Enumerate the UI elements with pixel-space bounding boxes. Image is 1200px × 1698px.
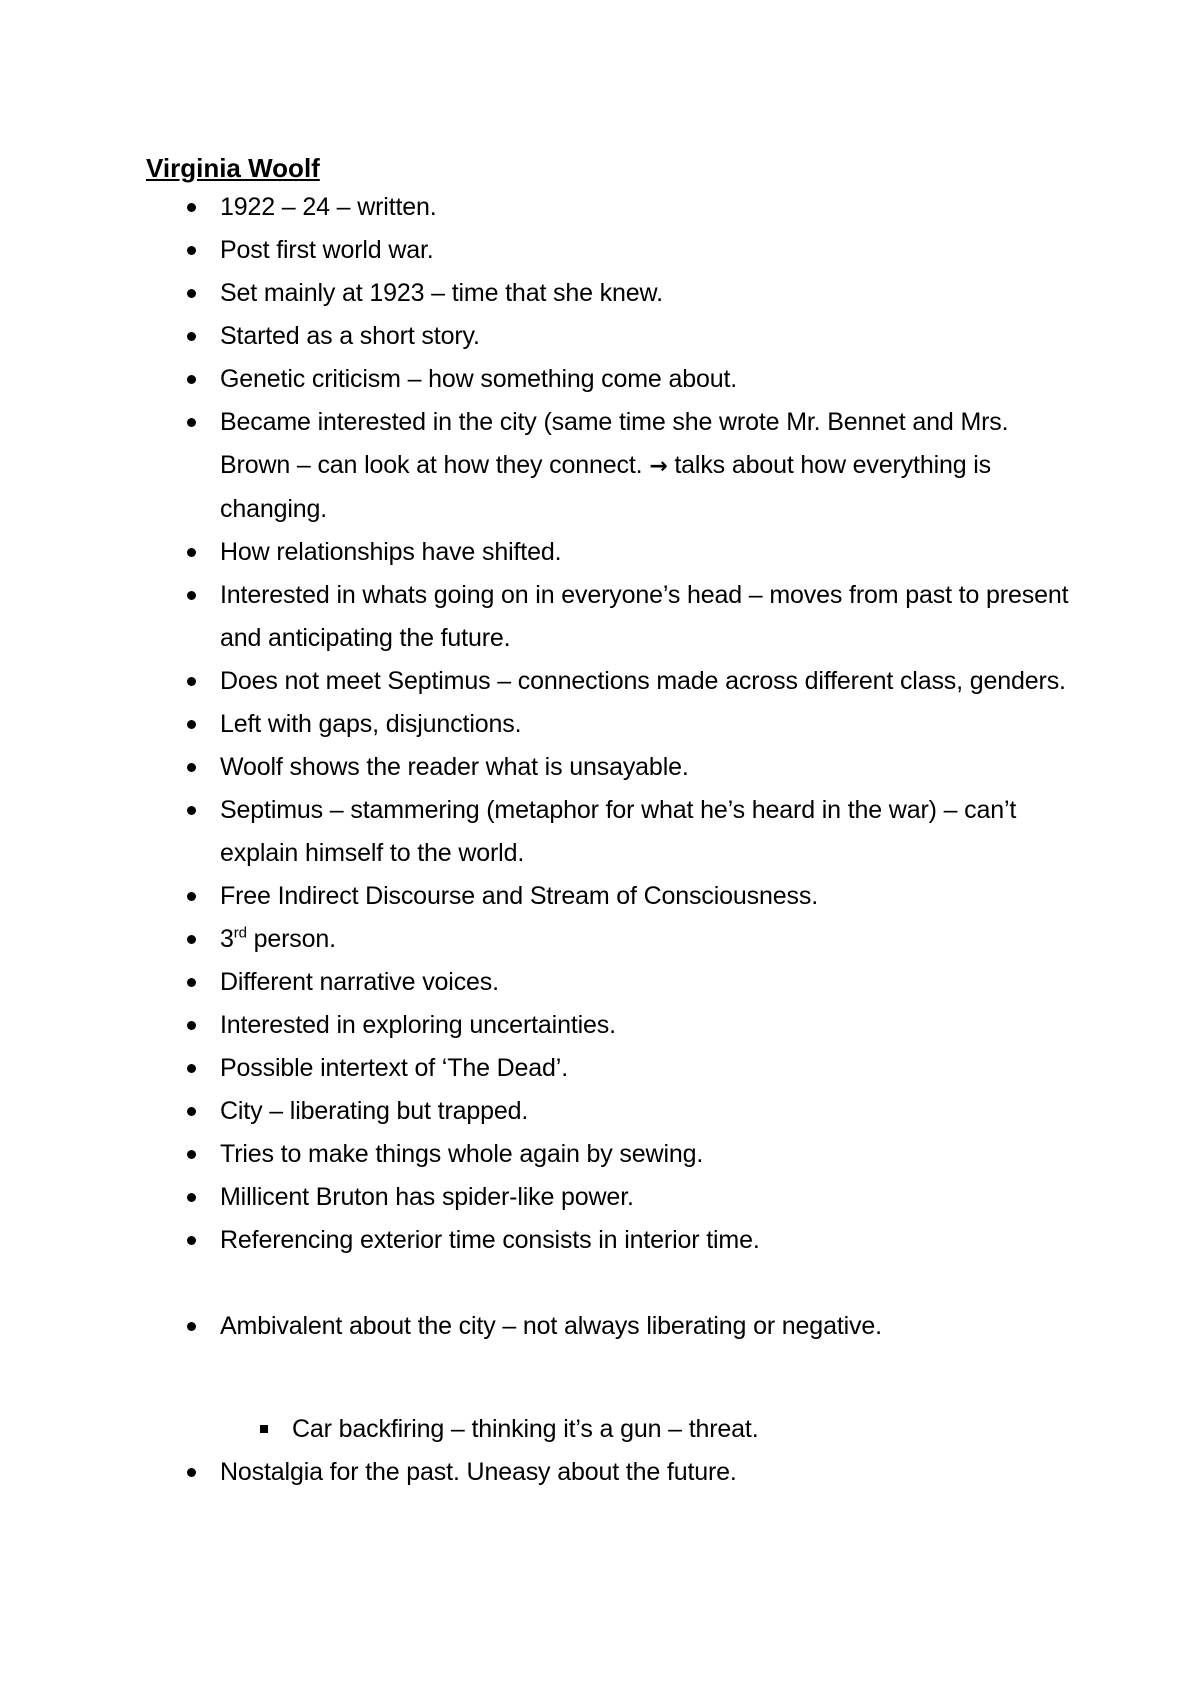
bullet-dot-icon bbox=[187, 1064, 196, 1073]
bullet-dot-icon bbox=[187, 332, 196, 341]
square-bullet-icon bbox=[260, 1425, 268, 1433]
list-item: Woolf shows the reader what is unsayable. bbox=[0, 746, 1200, 789]
list-item: How relationships have shifted. bbox=[0, 531, 1200, 574]
bullet-dot-icon bbox=[187, 763, 196, 772]
bullet-dot-icon bbox=[187, 978, 196, 987]
list-item: 1922 – 24 – written. bbox=[0, 186, 1200, 229]
bullet-dot-icon bbox=[187, 246, 196, 255]
list-item: Septimus – stammering (metaphor for what he’s heard in the war) – can’t explain himself to the world. bbox=[0, 789, 1200, 875]
bullet-dot-icon bbox=[187, 375, 196, 384]
list-item: Free Indirect Discourse and Stream of Consciousness. bbox=[0, 875, 1200, 918]
list-item: Genetic criticism – how something come about. bbox=[0, 358, 1200, 401]
bullet-dot-icon bbox=[187, 1236, 196, 1245]
list-item: Does not meet Septimus – connections made across different class, genders. bbox=[0, 660, 1200, 703]
notes-list bbox=[0, 186, 1200, 1494]
document-title: Virginia Woolf bbox=[146, 153, 320, 183]
bullet-dot-icon bbox=[187, 1322, 196, 1331]
bullet-dot-icon bbox=[187, 892, 196, 901]
list-item: Became interested in the city (same time she wrote Mr. Bennet and Mrs. Brown – can look at how they connect. → talks about how everything is changing. bbox=[0, 401, 1200, 531]
list-item: Nostalgia for the past. Uneasy about the future. bbox=[0, 1451, 1200, 1494]
bullet-dot-icon bbox=[187, 1468, 196, 1477]
list-item: Started as a short story. bbox=[0, 315, 1200, 358]
list-item: Different narrative voices. bbox=[0, 961, 1200, 1004]
list-item: Post first world war. bbox=[0, 229, 1200, 272]
sub-list-item: Car backfiring – thinking it’s a gun – threat. bbox=[0, 1408, 1200, 1451]
list-item: Possible intertext of ‘The Dead’. bbox=[0, 1047, 1200, 1090]
bullet-dot-icon bbox=[187, 677, 196, 686]
list-item: City – liberating but trapped. bbox=[0, 1090, 1200, 1133]
list-item: Tries to make things whole again by sewing. bbox=[0, 1133, 1200, 1176]
bullet-dot-icon bbox=[187, 289, 196, 298]
arrow-right-icon: → bbox=[649, 454, 668, 479]
bullet-dot-icon bbox=[187, 591, 196, 600]
bullet-dot-icon bbox=[187, 935, 196, 944]
bullet-dot-icon bbox=[187, 548, 196, 557]
list-item: Ambivalent about the city – not always liberating or negative. bbox=[0, 1305, 1200, 1348]
bullet-dot-icon bbox=[187, 1107, 196, 1116]
list-item: Referencing exterior time consists in interior time. bbox=[0, 1219, 1200, 1262]
bullet-dot-icon bbox=[187, 1193, 196, 1202]
list-item: Set mainly at 1923 – time that she knew. bbox=[0, 272, 1200, 315]
bullet-dot-icon bbox=[187, 806, 196, 815]
bullet-dot-icon bbox=[187, 203, 196, 212]
bullet-dot-icon bbox=[187, 418, 196, 427]
bullet-dot-icon bbox=[187, 720, 196, 729]
bullet-dot-icon bbox=[187, 1021, 196, 1030]
list-item: Millicent Bruton has spider-like power. bbox=[0, 1176, 1200, 1219]
list-item: 3rd person. bbox=[0, 918, 1200, 961]
list-item: Interested in exploring uncertainties. bbox=[0, 1004, 1200, 1047]
list-item: Left with gaps, disjunctions. bbox=[0, 703, 1200, 746]
bullet-dot-icon bbox=[187, 1150, 196, 1159]
list-item: Interested in whats going on in everyone’s head – moves from past to present and anticipating the future. bbox=[0, 574, 1200, 660]
